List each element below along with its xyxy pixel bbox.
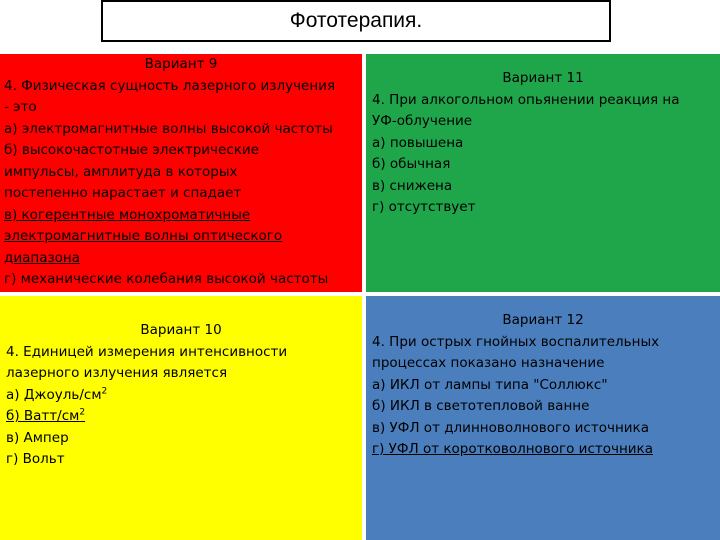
variant-9-question: 4. Физическая сущность лазерного излучения: [4, 77, 336, 94]
variant-11-option-c: в) снижена: [372, 177, 453, 194]
variant-9-panel: [0, 54, 362, 292]
variant-12-heading: Вариант 12: [502, 312, 584, 328]
variant-9-option-c: в) когерентные монохроматичные: [4, 206, 251, 223]
variant-11-option-d: г) отсутствует: [372, 199, 476, 215]
variant-10-question: 4. Единицей измерения интенсивности: [6, 343, 288, 360]
variant-10-option-d: г) Вольт: [6, 451, 65, 467]
variant-9-option-b-cont2: постепенно нарастает и спадает: [4, 185, 242, 201]
variant-10-option-a-text: а) Джоуль/см: [6, 386, 102, 403]
variant-11-panel: [366, 54, 720, 292]
variant-12-option-a: а) ИКЛ от лампы типа "Соллюкс": [372, 376, 608, 393]
variant-12-option-d: г) УФЛ от коротковолнового источника: [372, 441, 653, 457]
variant-10-option-b: [6, 406, 356, 428]
variant-11-heading: Вариант 11: [502, 70, 584, 86]
variant-10-heading: Вариант 10: [140, 322, 222, 338]
variant-12-question-cont: процессах показано назначение: [372, 355, 605, 371]
variant-10-option-c: в) Ампер: [6, 429, 69, 446]
variant-10-panel: [0, 296, 362, 540]
variant-11-option-b: б) обычная: [372, 156, 451, 172]
variant-12-question: 4. При острых гнойных воспалительных: [372, 333, 660, 350]
variant-12-panel: [366, 296, 720, 540]
variant-10-question-cont: лазерного излучения является: [6, 365, 228, 381]
variant-9-heading: Вариант 9: [144, 56, 218, 72]
variant-10-option-a: [6, 385, 356, 407]
slide-title: Фототерапия.: [101, 0, 611, 42]
variant-9-option-b-cont: импульсы, амплитуда в которых: [4, 163, 238, 180]
variant-11-question-cont: УФ-облучение: [372, 113, 473, 129]
variant-9-option-c-cont2: диапазона: [4, 249, 81, 266]
variant-12-option-c: в) УФЛ от длинноволнового источника: [372, 419, 649, 436]
variant-11-question: 4. При алкогольном опьянении реакция на: [372, 91, 680, 108]
variant-10-option-b-text: б) Ватт/см: [6, 408, 80, 424]
variant-9-question-cont: - это: [4, 99, 37, 115]
variant-9-option-b: б) высокочастотные электрические: [4, 142, 259, 158]
variant-11-option-a: а) повышена: [372, 134, 464, 151]
variant-9-option-c-cont: электромагнитные волны оптического: [4, 228, 283, 244]
variant-10-option-b-sup: 2: [79, 407, 86, 418]
variant-9-option-d: г) механические колебания высокой частоты: [4, 271, 329, 287]
variant-10-option-a-sup: 2: [101, 386, 108, 396]
variant-9-option-a: а) электромагнитные волны высокой частоты: [4, 120, 333, 137]
variant-12-option-b: б) ИКЛ в светотепловой ванне: [372, 398, 590, 414]
